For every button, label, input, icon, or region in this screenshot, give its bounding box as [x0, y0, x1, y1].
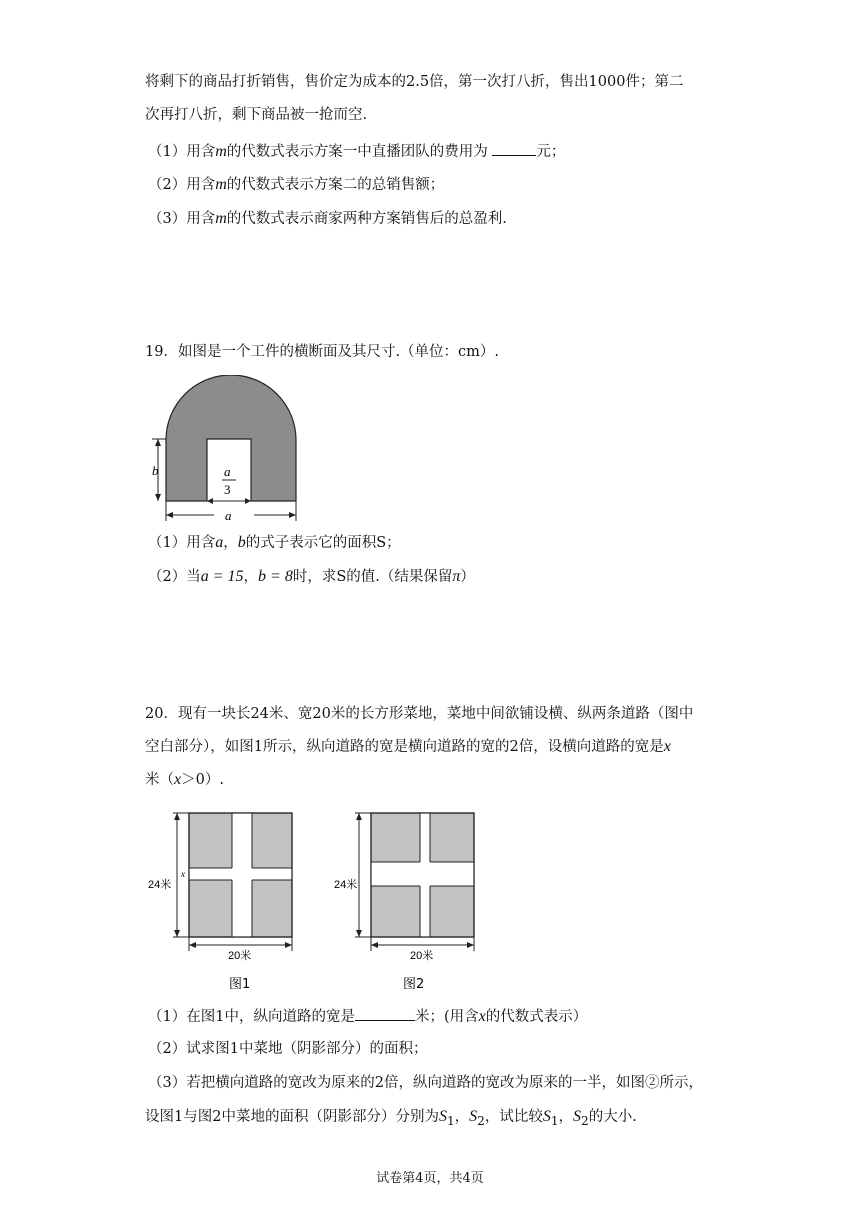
label-b: b — [152, 463, 159, 478]
q19-part-2: （2）当a = 15，b = 8时，求S的值.（结果保留π） — [148, 568, 475, 585]
workpiece-shape — [166, 375, 296, 501]
q20-part-3-continued: 设图1与图2中菜地的面积（阴影部分）分别为$S_1$，$S_2$，试比较$S_1$，$S_2$的大小. — [145, 1108, 637, 1128]
q20-line-3: 米（x＞0）. — [145, 771, 224, 788]
fraction-denominator: 3 — [224, 482, 231, 497]
q18-part-3: （3）用含m的代数式表示商家两种方案销售后的总盈利. — [148, 210, 507, 227]
q18-part-2: （2）用含m的代数式表示方案二的总销售额； — [148, 176, 445, 193]
q20-part-3: （3）若把横向道路的宽改为原来的2倍，纵向道路的宽改为原来的一半，如图②所示， — [148, 1075, 703, 1091]
width-label: 20米 — [228, 950, 252, 962]
x-label: x — [181, 869, 185, 879]
q20-line-2: 空白部分），如图1所示，纵向道路的宽是横向道路的宽的2倍，设横向道路的宽是x — [145, 738, 671, 755]
figure-2-caption: 图2 — [403, 977, 425, 992]
q18-continuation-line-1: 将剩下的商品打折销售，售价定为成本的2.5倍，第一次打八折，售出1000件；第二 — [145, 74, 684, 90]
q18-continuation-line-2: 次再打八折，剩下商品被一抢而空. — [145, 107, 368, 123]
height-label: 24米 — [334, 879, 358, 891]
q20-part-1: （1）在图1中，纵向道路的宽是 米；(用含x的代数式表示） — [148, 1008, 588, 1025]
q20-figure-1 — [145, 808, 305, 994]
q18-part-1: （1）用含m的代数式表示方案一中直播团队的费用为 元； — [148, 143, 566, 160]
q20-part-2: （2）试求图1中菜地（阴影部分）的面积； — [148, 1041, 428, 1057]
answer-blank — [355, 1006, 415, 1021]
fraction-numerator: a — [224, 464, 231, 479]
q19-cross-section-figure — [148, 375, 308, 525]
figure-1-caption: 图1 — [229, 977, 251, 992]
horizontal-road — [371, 862, 474, 886]
page-footer: 试卷第4页，共4页 — [376, 1171, 484, 1186]
width-label: 20米 — [410, 950, 434, 962]
q20-figure-2 — [332, 808, 492, 994]
q19-title: 19．如图是一个工件的横断面及其尺寸.（单位：cm）. — [145, 344, 500, 360]
q20-line-1: 20．现有一块长24米、宽20米的长方形菜地，菜地中间欲铺设横、纵两条道路（图中 — [145, 706, 694, 722]
horizontal-road — [189, 868, 292, 880]
answer-blank — [492, 141, 536, 156]
height-label: 24米 — [148, 879, 172, 891]
label-a: a — [225, 508, 232, 523]
q19-part-1: （1）用含a，b的式子表示它的面积S； — [148, 534, 401, 551]
